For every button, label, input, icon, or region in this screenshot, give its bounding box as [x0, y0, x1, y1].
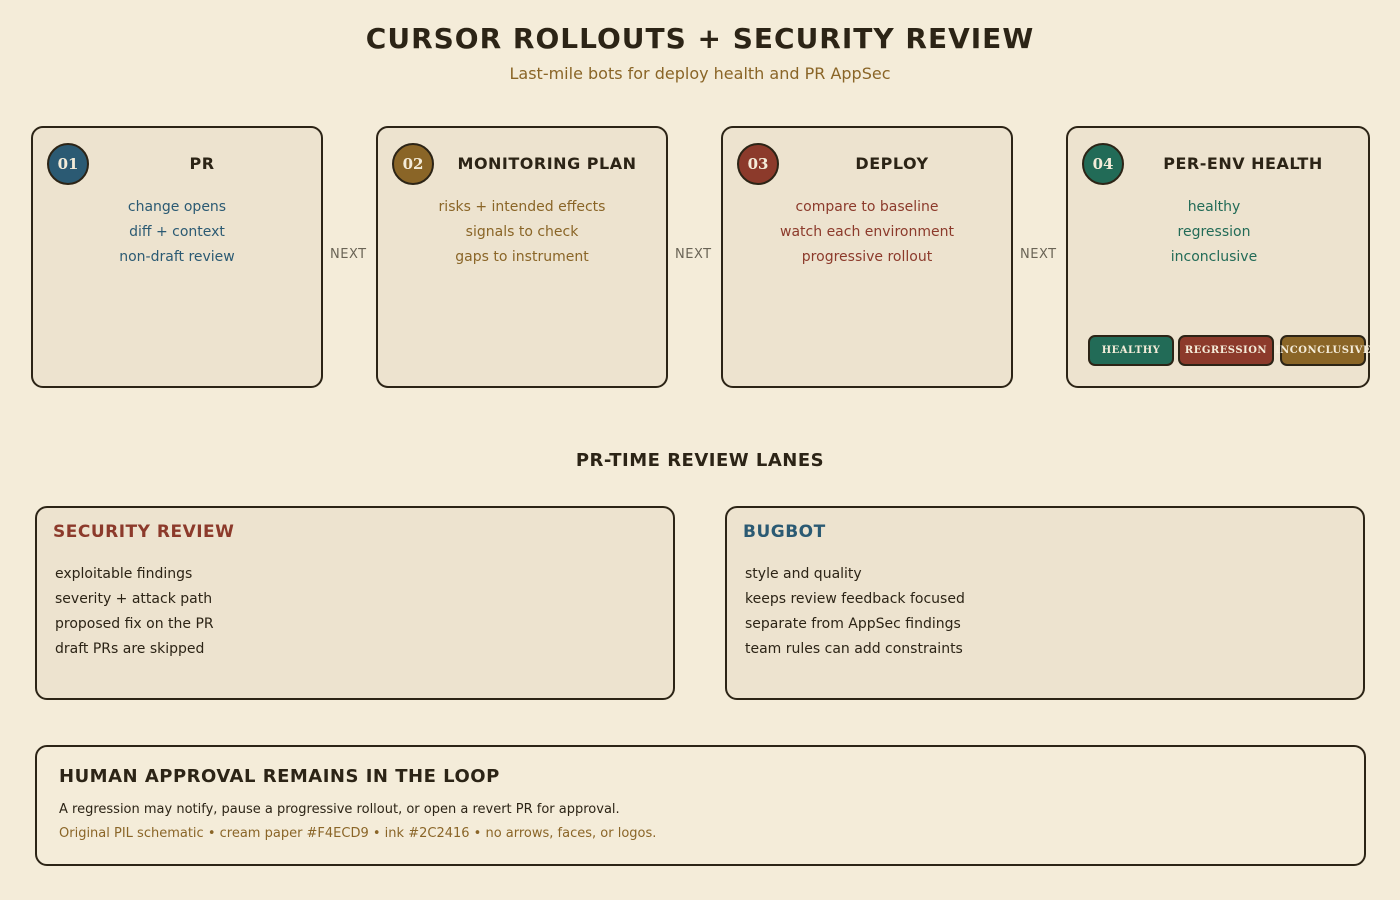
lane-line: keeps review feedback focused	[745, 591, 965, 607]
stage-title: PR	[189, 154, 215, 173]
stage-card-per-env-health	[1066, 126, 1370, 388]
regression-status-pill: REGRESSION	[1178, 335, 1274, 366]
stage-title: MONITORING PLAN	[457, 154, 637, 173]
stage-line: regression	[1177, 224, 1251, 240]
lane-line: exploitable findings	[55, 566, 193, 582]
stage-line: compare to baseline	[795, 199, 939, 215]
lane-line: separate from AppSec findings	[745, 616, 961, 632]
stage-number-badge: 01	[47, 143, 89, 185]
inconclusive-status-pill: INCONCLUSIVE	[1280, 335, 1366, 366]
stage-lines	[33, 195, 321, 270]
stage-line: non-draft review	[119, 249, 235, 265]
lane-line: team rules can add constraints	[745, 641, 963, 657]
stage-line: watch each environment	[780, 224, 954, 240]
stage-number-badge: 02	[392, 143, 434, 185]
human-approval-body: A regression may notify, pause a progressive rollout, or open a revert PR for approval.	[59, 802, 620, 817]
lane-line: style and quality	[745, 566, 862, 582]
stage-card-pr	[31, 126, 323, 388]
page-subtitle: Last-mile bots for deploy health and PR AppSec	[509, 64, 891, 83]
stage-title: DEPLOY	[855, 154, 929, 173]
human-approval-title: HUMAN APPROVAL REMAINS IN THE LOOP	[59, 766, 500, 787]
stage-line: progressive rollout	[801, 249, 933, 265]
stage-lines	[723, 195, 1011, 270]
stage-number-badge: 03	[737, 143, 779, 185]
lane-line: proposed fix on the PR	[55, 616, 214, 632]
lane-bugbot	[725, 506, 1365, 700]
lane-line: severity + attack path	[55, 591, 213, 607]
stage-line: diff + context	[129, 224, 225, 240]
next-connector-label: NEXT	[1020, 247, 1057, 262]
page-title: CURSOR ROLLOUTS + SECURITY REVIEW	[365, 22, 1035, 55]
stage-line: healthy	[1187, 199, 1241, 215]
lane-lines	[745, 562, 965, 662]
lane-security-review	[35, 506, 675, 700]
stage-line: gaps to instrument	[455, 249, 589, 265]
next-connector-label: NEXT	[330, 247, 367, 262]
stage-line: inconclusive	[1170, 249, 1258, 265]
stage-card-monitoring-plan	[376, 126, 668, 388]
stage-title: PER-ENV HEALTH	[1163, 154, 1323, 173]
next-connector-label: NEXT	[675, 247, 712, 262]
stage-lines	[378, 195, 666, 270]
lane-title: BUGBOT	[743, 522, 826, 542]
stage-number-badge: 04	[1082, 143, 1124, 185]
human-approval-footnote: Original PIL schematic • cream paper #F4ECD9 • ink #2C2416 • no arrows, faces, or logos.	[59, 826, 657, 841]
stage-card-deploy	[721, 126, 1013, 388]
human-approval-panel	[35, 745, 1366, 866]
stage-line: change opens	[127, 199, 227, 215]
lane-lines	[55, 562, 214, 662]
lane-line: draft PRs are skipped	[55, 641, 205, 657]
review-lanes-heading: PR-TIME REVIEW LANES	[575, 450, 825, 471]
healthy-status-pill: HEALTHY	[1088, 335, 1174, 366]
stage-line: risks + intended effects	[438, 199, 606, 215]
stage-lines	[1068, 195, 1360, 270]
stage-line: signals to check	[465, 224, 579, 240]
lane-title: SECURITY REVIEW	[53, 522, 235, 542]
